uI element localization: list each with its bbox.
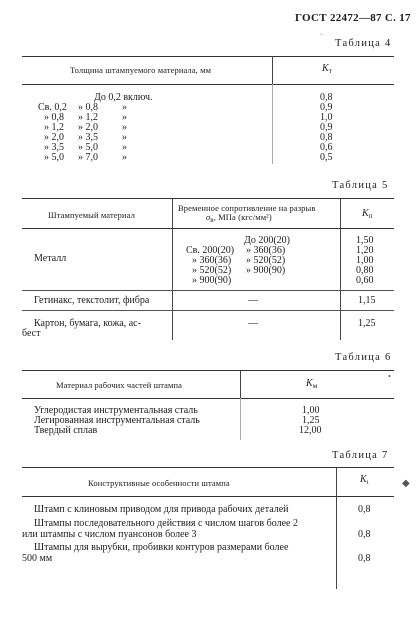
table7-header-k <box>360 474 369 486</box>
table5-row2-label: Гетинакс, текстолит, фибра <box>34 295 150 306</box>
table4-unit-mark: » <box>122 142 127 153</box>
table5-value: 0,60 <box>356 275 374 286</box>
table4-unit-mark: » <box>122 132 127 143</box>
table6-caption: Таблица 6 <box>335 352 392 363</box>
table5-sigma-subscript: в <box>210 216 214 224</box>
table5-caption: Таблица 5 <box>332 180 389 191</box>
table5-strength-unit: , МПа (кгс/мм²) <box>213 212 272 222</box>
table5-row3-label-1: Картон, бумага, кожа, ас- <box>34 318 141 329</box>
table5-sigma-symbol: σ <box>206 212 211 222</box>
table4-body-divider <box>272 84 273 164</box>
table7-feature-cont: 500 мм <box>22 553 53 564</box>
table7-top-rule <box>22 467 394 468</box>
table4-unit-mark: » <box>122 112 127 123</box>
table5-row2-dash: — <box>248 295 258 306</box>
table7-col-divider <box>336 467 337 589</box>
table4-value: 0,9 <box>320 102 333 113</box>
table4-value: 0,8 <box>320 92 333 103</box>
table5-k-subscript: п <box>368 212 373 220</box>
table6-header-rule <box>22 398 394 399</box>
table4-col-divider <box>272 56 273 84</box>
table5-header-material: Штампуемый материал <box>48 210 135 220</box>
table5-from: » 900(90) <box>192 275 232 286</box>
table4-from: » 3,5 <box>44 142 64 153</box>
table5-col-divider-1 <box>172 198 173 340</box>
table4-to: До 0,2 включ. <box>94 92 153 103</box>
table5-header-strength: Временное сопротивление на разрыв <box>178 203 316 213</box>
table4-to: » 0,8 <box>78 102 98 113</box>
table5-rule-1 <box>22 290 394 291</box>
table4-caption: Таблица 4 <box>335 38 392 49</box>
table7-value: 0,8 <box>358 529 371 540</box>
table4-from: » 0,8 <box>44 112 64 123</box>
table6-top-rule <box>22 370 394 371</box>
table5-value: 1,00 <box>356 255 374 266</box>
table7-header-rule <box>22 496 394 497</box>
table6-body-divider <box>240 398 241 440</box>
table6-label: Углеродистая инструментальная сталь <box>34 405 198 416</box>
table7-feature-cont: или штампы с числом пуансонов более 3 <box>22 529 197 540</box>
table7-caption: Таблица 7 <box>332 450 389 461</box>
table4-to: » 1,2 <box>78 112 98 123</box>
table4-from: Св. 0,2 <box>38 102 67 113</box>
table4-from: » 5,0 <box>44 152 64 163</box>
table4-from: » 1,2 <box>44 122 64 133</box>
table5-row2-value: 1,15 <box>358 295 376 306</box>
table5-rule-2 <box>22 310 394 311</box>
table5-header-strength-unit <box>206 212 272 224</box>
table5-to: » 360(36) <box>246 245 286 256</box>
table5-to: До 200(20) <box>244 235 290 246</box>
table7-k-symbol: K <box>360 474 367 485</box>
table7-header-features: Конструктивные особенности штампа <box>88 478 230 488</box>
table6-label: Легированная инструментальная сталь <box>34 415 200 426</box>
table4-k-subscript: т <box>328 67 332 75</box>
table5-from: » 360(36) <box>192 255 232 266</box>
table6-k-symbol: K <box>306 378 313 389</box>
table5-from: Св. 200(20) <box>186 245 235 256</box>
scan-mark: ◆ <box>402 478 410 489</box>
table5-header-rule <box>22 228 394 229</box>
table4-top-rule <box>22 56 394 57</box>
running-head: ГОСТ 22472—87 С. 17 <box>295 12 411 24</box>
table6-col-divider <box>240 370 241 398</box>
table6-k-subscript: м <box>312 382 318 390</box>
table5-to: » 900(90) <box>246 265 286 276</box>
table6-label: Твердый сплав <box>34 425 98 436</box>
table4-value: 0,8 <box>320 132 333 143</box>
table4-to: » 5,0 <box>78 142 98 153</box>
table5-col-divider-2 <box>340 198 341 340</box>
table6-header-k <box>306 378 317 390</box>
table6-value: 1,00 <box>302 405 320 416</box>
table5-value: 1,50 <box>356 235 374 246</box>
table7-value: 0,8 <box>358 553 371 564</box>
table5-value: 1,20 <box>356 245 374 256</box>
table4-value: 1,0 <box>320 112 333 123</box>
table5-value: 0,80 <box>356 265 374 276</box>
table4-value: 0,6 <box>320 142 333 153</box>
table6-header-material: Материал рабочих частей штампа <box>56 380 183 390</box>
scan-mark: • <box>388 372 391 381</box>
table4-header-rule <box>22 84 394 85</box>
table7-value: 0,8 <box>358 504 371 515</box>
table4-to: » 2,0 <box>78 122 98 133</box>
table7-feature: Штамп с клиновым приводом для привода рабочих деталей <box>34 504 289 515</box>
table4-from: » 2,0 <box>44 132 64 143</box>
table5-from: » 520(52) <box>192 265 232 276</box>
table7-k-subscript: ι <box>366 478 369 486</box>
table4-value: 0,9 <box>320 122 333 133</box>
table6-value: 12,00 <box>299 425 322 436</box>
table4-to: » 7,0 <box>78 152 98 163</box>
table4-header-k <box>322 63 332 75</box>
table7-feature: Штампы последовательного действия с числом шагов более 2 <box>34 518 298 529</box>
table4-to: » 3,5 <box>78 132 98 143</box>
table4-unit-mark: » <box>122 152 127 163</box>
table5-metal-label: Металл <box>34 253 67 264</box>
table4-unit-mark: » <box>122 122 127 133</box>
table4-header-thickness: Толщина штампуемого материала, мм <box>70 65 212 75</box>
scan-mark: ˎ <box>320 26 323 35</box>
table5-row3-label-2: бест <box>22 328 41 339</box>
table5-top-rule <box>22 198 394 199</box>
table4-value: 0,5 <box>320 152 333 163</box>
table7-feature: Штампы для вырубки, пробивки контуров размерами более <box>34 542 289 553</box>
table6-value: 1,25 <box>302 415 320 426</box>
table5-row3-value: 1,25 <box>358 318 376 329</box>
table5-row3-dash: — <box>248 318 258 329</box>
table5-header-k <box>362 208 373 220</box>
table4-unit-mark: » <box>122 102 127 113</box>
table5-to: » 520(52) <box>246 255 286 266</box>
table4-k-symbol: K <box>322 63 329 74</box>
table5-k-symbol: K <box>362 208 369 219</box>
